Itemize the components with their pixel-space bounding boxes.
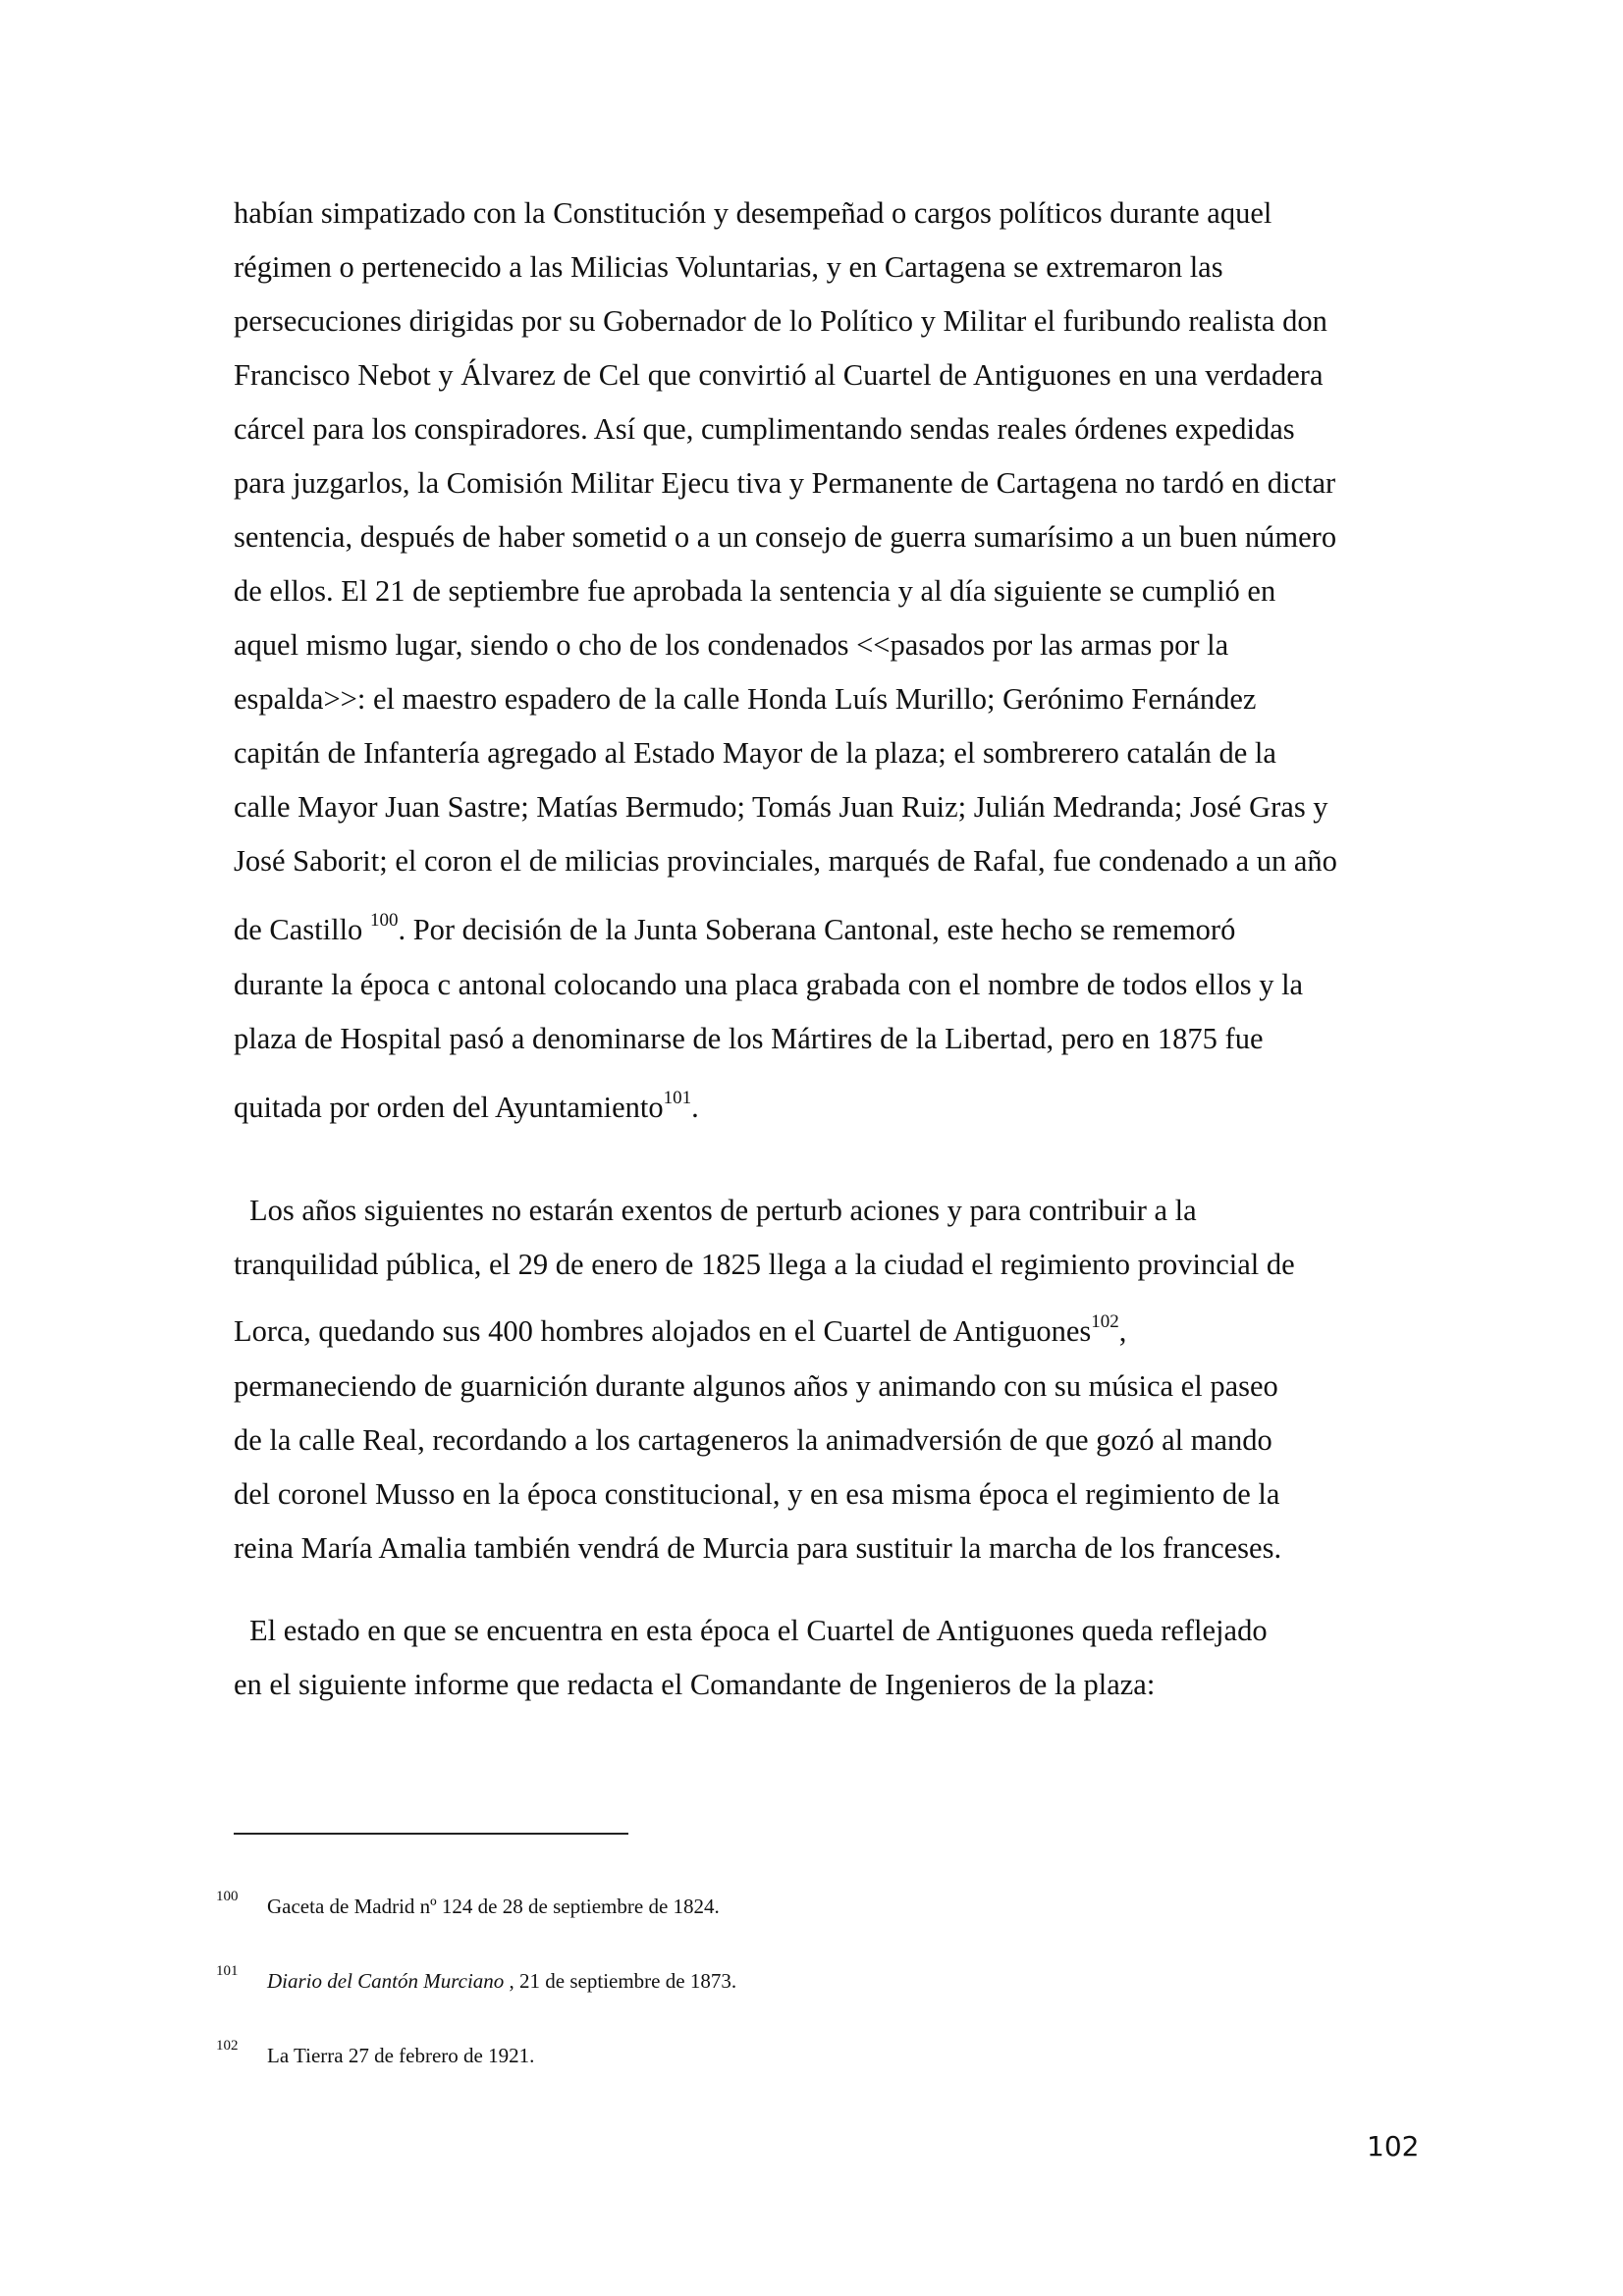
text-line: aquel mismo lugar, siendo o cho de los condenados <<pasados por las armas por la	[234, 628, 1229, 662]
footnote-ref-100[interactable]: 100	[369, 910, 399, 931]
text-span: , 21 de septiembre de 1873.	[504, 1969, 737, 1993]
text-line: sentencia, después de haber sometid o a un consejo de guerra sumarísimo a un buen número	[234, 520, 1337, 554]
text-line: del coronel Musso en la época constitucional, y en esa misma época el regimiento de la	[234, 1477, 1280, 1511]
text-span: de Castillo	[234, 913, 370, 946]
publication-title: Diario del Cantón Murciano	[267, 1969, 505, 1993]
text-line: calle Mayor Juan Sastre; Matías Bermudo; Tomás Juan Ruiz; Julián Medranda; José Gras y	[234, 790, 1328, 824]
text-line: tranquilidad pública, el 29 de enero de 1825 llega a la ciudad el regimiento provincial de	[234, 1248, 1295, 1281]
text-line: persecuciones dirigidas por su Gobernador de lo Político y Militar el furibundo realista don	[234, 304, 1327, 338]
text-span: ,	[1118, 1314, 1127, 1348]
text-span: . Por decisión de la Junta Soberana Cantonal, este hecho se rememoró	[398, 913, 1236, 946]
text-span: quitada por orden del Ayuntamiento	[234, 1091, 664, 1124]
text-line: espalda>>: el maestro espadero de la calle Honda Luís Murillo; Gerónimo Fernández	[234, 682, 1257, 716]
text-line	[234, 910, 1236, 946]
text-line: plaza de Hospital pasó a denominarse de los Mártires de la Libertad, pero en 1875 fue	[234, 1022, 1264, 1055]
text-line: en el siguiente informe que redacta el Comandante de Ingenieros de la plaza:	[234, 1668, 1156, 1701]
text-span: Lorca, quedando sus 400 hombres alojados en el Cuartel de Antiguones	[234, 1314, 1092, 1348]
text-line: Francisco Nebot y Álvarez de Cel que convirtió al Cuartel de Antiguones en una verdadera	[234, 358, 1324, 392]
text-line: régimen o pertenecido a las Milicias Voluntarias, y en Cartagena se extremaron las	[234, 250, 1223, 284]
text-line: capitán de Infantería agregado al Estado Mayor de la plaza; el sombrerero catalán de la	[234, 736, 1276, 770]
text-line	[234, 1311, 1127, 1348]
text-line: José Saborit; el coron el de milicias provinciales, marqués de Rafal, fue condenado a un año	[234, 844, 1337, 878]
text-line: reina María Amalia también vendrá de Murcia para sustituir la marcha de los franceses.	[234, 1531, 1282, 1565]
text-line: cárcel para los conspiradores. Así que, cumplimentando sendas reales órdenes expedidas	[234, 412, 1295, 446]
page-number: 102	[1367, 2130, 1420, 2163]
text-line: de la calle Real, recordando a los cartageneros la animadversión de que gozó al mando	[234, 1423, 1272, 1457]
text-line: de ellos. El 21 de septiembre fue aprobada la sentencia y al día siguiente se cumplió en	[234, 574, 1276, 608]
text-line: habían simpatizado con la Constitución y desempeñad o cargos políticos durante aquel	[234, 196, 1272, 230]
footnote-ref-101[interactable]: 101	[663, 1088, 692, 1108]
text-span: .	[691, 1091, 699, 1124]
footnote-text	[267, 1969, 736, 1994]
text-line: El estado en que se encuentra en esta época el Cuartel de Antiguones queda reflejado	[249, 1614, 1268, 1647]
text-line: durante la época c antonal colocando una placa grabada con el nombre de todos ellos y la	[234, 968, 1304, 1001]
footnote-number: 100	[216, 1889, 239, 1904]
footnote-number: 101	[216, 1963, 239, 1979]
text-line	[234, 1088, 699, 1124]
text-line: Los años siguientes no estarán exentos de perturb aciones y para contribuir a la	[249, 1194, 1197, 1227]
text-line: para juzgarlos, la Comisión Militar Ejecu tiva y Permanente de Cartagena no tardó en dictar	[234, 466, 1336, 500]
text-line: permaneciendo de guarnición durante algunos años y animando con su música el paseo	[234, 1369, 1278, 1403]
footnote-separator	[234, 1833, 628, 1835]
footnote-text: La Tierra 27 de febrero de 1921.	[267, 2044, 535, 2067]
footnote-ref-102[interactable]: 102	[1091, 1311, 1119, 1332]
footnote-text: Gaceta de Madrid nº 124 de 28 de septiembre de 1824.	[267, 1895, 720, 1918]
footnote-number: 102	[216, 2038, 239, 2054]
